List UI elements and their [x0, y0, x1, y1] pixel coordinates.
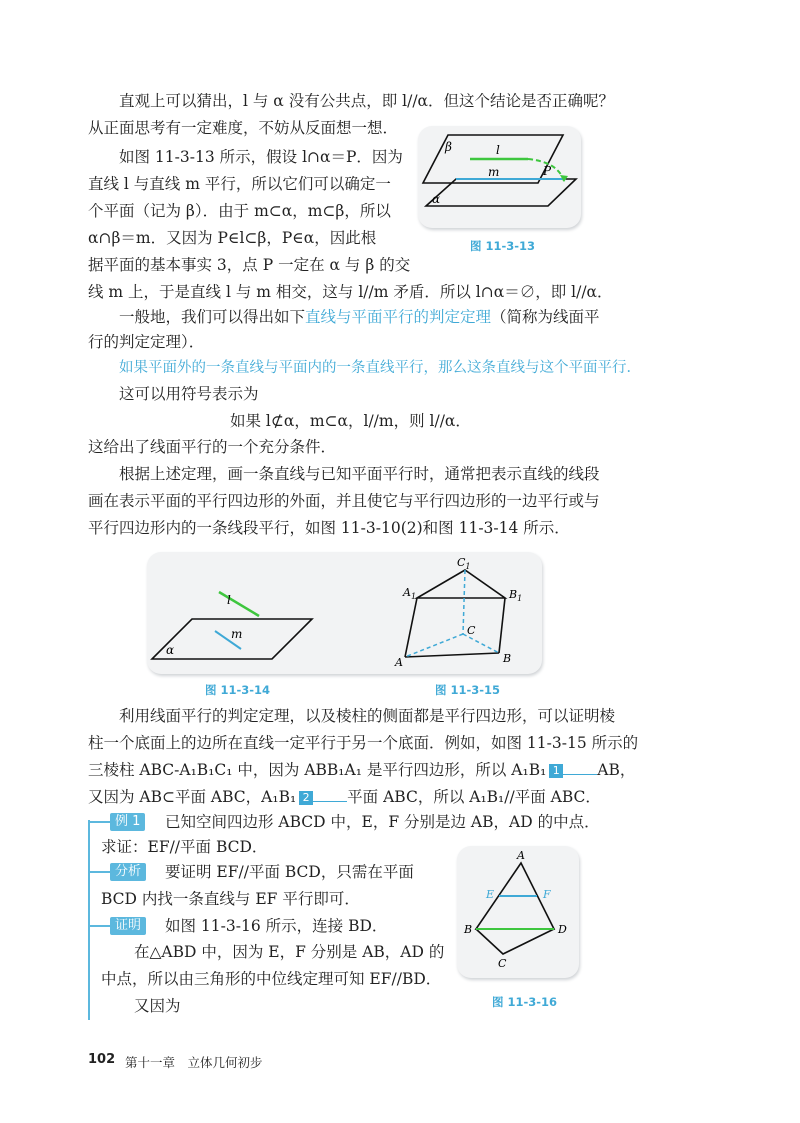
para-line-17: 柱一个底面上的边所在直线一定平行于另一个底面．例如，如图 11-3-15 所示的 [88, 734, 639, 752]
para-line-9a: 一般地，我们可以得出如下 [119, 308, 306, 326]
edge-B1B [499, 598, 505, 653]
para-line-18b: AB， [597, 761, 636, 779]
analysis-tag [88, 863, 146, 881]
para-line-19a: 又因为 AB⊂平面 ABC，A₁B₁ [88, 788, 297, 806]
example-text: 已知空间四边形 ABCD 中，E，F 分别是边 AB，AD 的中点． [165, 813, 600, 831]
para-line-12: 这给出了线面平行的一个充分条件． [88, 438, 337, 456]
caption-11-3-16: 图 11-3-16 [492, 995, 558, 1009]
para-line-10: 行的判定定理）． [88, 333, 205, 351]
analysis-label: 分析 [110, 863, 146, 881]
para-line-18 [88, 759, 635, 781]
label-P: P [543, 164, 552, 178]
label-l: l [496, 143, 500, 157]
para-line-5: 个平面（记为 β）．由于 m⊂α，m⊂β，所以 [88, 202, 391, 220]
label-A1: $A_1$ [403, 586, 417, 601]
para-line-11: 这可以用符号表示为 [119, 385, 259, 403]
figure-11-3-13 [418, 126, 581, 228]
example-label: 例 1 [110, 813, 145, 831]
label-B: B [503, 652, 512, 665]
proof-line-4: 又因为 [134, 997, 181, 1015]
blank-number-1: 1 [549, 764, 563, 778]
caption-11-3-14: 图 11-3-14 [205, 683, 271, 697]
para-line-16: 利用线面平行的判定定理，以及棱柱的侧面都是平行四边形，可以证明棱 [119, 707, 616, 725]
label-m-14: m [231, 627, 243, 641]
figures-svg [147, 552, 542, 674]
theorem-statement: 如果平面外的一条直线与平面内的一条直线平行，那么这条直线与这个平面平行． [119, 360, 641, 376]
para-line-4: 直线 l 与直线 m 平行，所以它们可以确定一 [88, 175, 391, 193]
label-beta: β [445, 140, 452, 154]
top-face [417, 570, 505, 598]
label-B1: $B_1$ [509, 588, 523, 603]
para-line-19b: 平面 ABC，所以 A₁B₁//平面 ABC． [347, 788, 601, 806]
proof-line-2: 在△ABD 中，因为 E，F 分别是 AB，AD 的 [134, 943, 445, 961]
example-requirement: 求证：EF//平面 BCD． [101, 838, 268, 856]
label-B-16: B [464, 923, 473, 936]
label-alpha-14: α [166, 643, 175, 657]
answer-blank-2[interactable] [313, 787, 347, 802]
edge-A1A [405, 598, 417, 657]
figure-11-3-14-15 [147, 552, 542, 674]
formula: 如果 l⊄α，m⊂α，l//m，则 l//α． [230, 412, 471, 430]
label-F-16: F [543, 888, 551, 901]
edge-C1C [463, 570, 465, 634]
para-line-13: 根据上述定理，画一条直线与已知平面平行时，通常把表示直线的线段 [119, 465, 600, 483]
para-line-6: α∩β＝m．又因为 P∈l⊂β，P∈α，因此根 [88, 229, 377, 247]
label-m: m [488, 165, 500, 179]
para-line-9c: （简称为线面平 [491, 308, 600, 326]
para-line-3: 如图 11-3-13 所示，假设 l∩α＝P．因为 [119, 148, 403, 166]
para-line-1: 直观上可以猜出，l 与 α 没有公共点，即 l//α．但这个结论是否正确呢？ [119, 92, 615, 110]
label-C: C [467, 624, 476, 637]
figure-11-3-16-svg [457, 846, 579, 978]
label-l-14: l [227, 593, 231, 607]
label-C-16: C [498, 957, 507, 970]
label-D-16: D [558, 923, 567, 936]
analysis-text: 要证明 EF//平面 BCD，只需在平面 [165, 863, 414, 881]
theorem-name: 直线与平面平行的判定定理 [305, 308, 492, 326]
caption-11-3-13: 图 11-3-13 [470, 239, 536, 253]
label-alpha: α [432, 192, 441, 206]
blank-number-2: 2 [299, 791, 313, 805]
para-line-18a: 三棱柱 ABC-A₁B₁C₁ 中，因为 ABB₁A₁ 是平行四边形，所以 A₁B₁ [88, 761, 547, 779]
proof-text: 如图 11-3-16 所示，连接 BD． [165, 917, 388, 935]
figure-11-3-13-svg [418, 126, 581, 228]
example-tag [88, 813, 145, 831]
edges-BCD [476, 929, 554, 954]
para-line-8: 线 m 上，于是直线 l 与 m 相交，这与 l//m 矛盾．所以 l∩α＝∅，即 l//α． [88, 283, 613, 301]
line-l-14 [219, 592, 259, 616]
edge-CA [405, 634, 463, 657]
proof-tag [88, 917, 146, 935]
para-line-2: 从正面思考有一定难度，不妨从反面想一想． [88, 119, 399, 137]
figure-11-3-16 [457, 846, 579, 978]
proof-line-3: 中点，所以由三角形的中位线定理可知 EF//BD． [101, 970, 442, 988]
label-A: A [395, 656, 403, 669]
analysis-text-2: BCD 内找一条直线与 EF 平行即可． [101, 890, 360, 908]
para-line-19 [88, 786, 601, 808]
edge-AB [405, 653, 499, 657]
label-E-16: E [486, 888, 495, 901]
label-A-16: A [517, 849, 525, 862]
page-number: 102 [88, 1052, 116, 1067]
para-line-7: 据平面的基本事实 3，点 P 一定在 α 与 β 的交 [88, 256, 411, 274]
proof-label: 证明 [110, 917, 146, 935]
para-line-14: 画在表示平面的平行四边形的外面，并且使它与平行四边形的一边平行或与 [88, 492, 600, 510]
para-line-9 [119, 306, 600, 328]
para-line-15: 平行四边形内的一条线段平行，如图 11-3-10(2)和图 11-3-14 所示． [88, 519, 570, 537]
label-C1: $C_1$ [457, 556, 471, 571]
answer-blank-1[interactable] [563, 760, 597, 775]
caption-11-3-15: 图 11-3-15 [435, 683, 501, 697]
chapter-title: 第十一章 立体几何初步 [125, 1055, 263, 1070]
